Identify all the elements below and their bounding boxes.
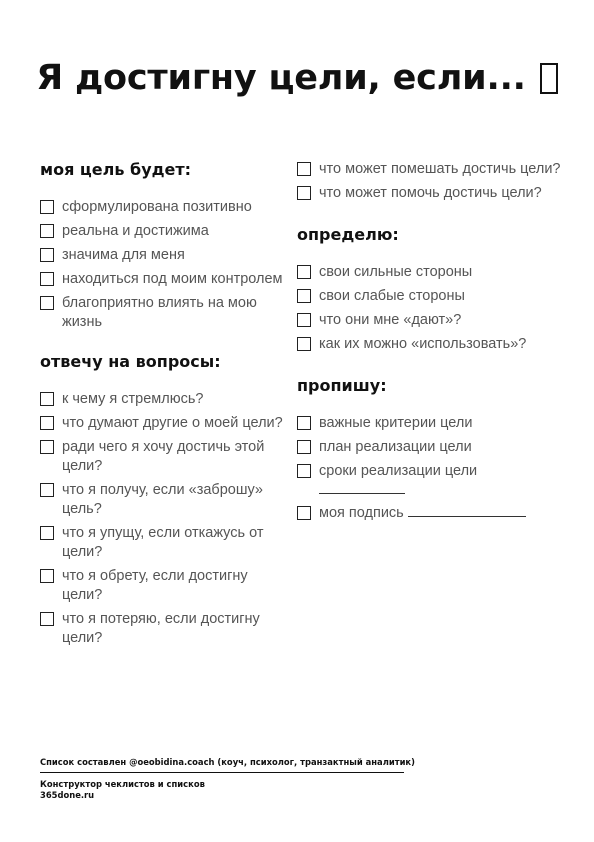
item-label: что я упущу, если откажусь от цели?: [62, 525, 264, 560]
list-item[interactable]: [40, 246, 290, 265]
footer: [40, 757, 415, 801]
left-column: [40, 160, 290, 653]
list-item[interactable]: [297, 414, 567, 433]
item-label: что я получу, если «заброшу» цель?: [62, 482, 263, 517]
checkbox[interactable]: [40, 526, 54, 540]
item-label: находиться под моим контролем: [62, 271, 283, 287]
item-label: благоприятно влиять на мою жизнь: [62, 295, 257, 330]
checkbox[interactable]: [297, 416, 311, 430]
item-label: сформулирована позитивно: [62, 199, 252, 215]
item-label: план реализации цели: [319, 439, 472, 455]
item-label: свои слабые стороны: [319, 288, 465, 304]
obstacles-checklist: [297, 160, 567, 203]
list-item[interactable]: [297, 311, 567, 330]
list-item[interactable]: [40, 222, 290, 241]
list-item[interactable]: [40, 481, 290, 519]
checkbox[interactable]: [40, 296, 54, 310]
item-label: что я обрету, если достигну цели?: [62, 568, 248, 603]
checkbox[interactable]: [297, 337, 311, 351]
goal-checklist: [40, 198, 290, 332]
section-heading-define: определю:: [297, 225, 399, 244]
checkbox[interactable]: [297, 162, 311, 176]
list-item[interactable]: [297, 335, 567, 354]
questions-checklist: [40, 390, 290, 648]
checkbox[interactable]: [297, 313, 311, 327]
list-item[interactable]: [40, 524, 290, 562]
list-item[interactable]: [40, 390, 290, 409]
section-heading-write: пропишу:: [297, 376, 387, 395]
title-text: Я достигну цели, если...: [36, 58, 526, 98]
checkbox[interactable]: [40, 200, 54, 214]
item-label: что думают другие о моей цели?: [62, 415, 283, 431]
section-heading-questions: отвечу на вопросы:: [40, 352, 221, 371]
item-label: что может помешать достичь цели?: [319, 161, 561, 177]
list-item[interactable]: [297, 263, 567, 282]
list-item[interactable]: [297, 438, 567, 457]
right-column: [297, 160, 567, 528]
list-item[interactable]: [40, 567, 290, 605]
write-checklist: [297, 414, 567, 481]
spacer: [297, 359, 567, 376]
list-item[interactable]: [40, 270, 290, 289]
section-heading-goal: моя цель будет:: [40, 160, 192, 179]
item-label: ради чего я хочу достичь этой цели?: [62, 439, 265, 474]
page-title: [0, 58, 594, 98]
spacer: [297, 208, 567, 225]
list-item[interactable]: [40, 438, 290, 476]
signature-line[interactable]: [408, 504, 526, 517]
list-item[interactable]: [40, 294, 290, 332]
checkbox[interactable]: [40, 416, 54, 430]
item-label: важные критерии цели: [319, 415, 473, 431]
signature-label: моя подпись: [319, 505, 404, 521]
footer-divider: [40, 772, 404, 773]
checkbox[interactable]: [40, 612, 54, 626]
checkbox[interactable]: [297, 289, 311, 303]
item-label: свои сильные стороны: [319, 264, 473, 280]
deadline-blank-line[interactable]: [319, 481, 405, 494]
define-checklist: [297, 263, 567, 354]
checkbox[interactable]: [297, 265, 311, 279]
item-label: что я потеряю, если достигну цели?: [62, 611, 260, 646]
item-label: что они мне «дают»?: [319, 312, 462, 328]
checkbox[interactable]: [297, 464, 311, 478]
checkbox[interactable]: [40, 569, 54, 583]
list-item[interactable]: [297, 184, 567, 203]
footer-site-link[interactable]: 365done.ru: [40, 790, 95, 800]
list-item[interactable]: [40, 610, 290, 648]
title-box-icon: [540, 63, 558, 94]
deadline-blank-wrap: [297, 481, 567, 494]
checkbox[interactable]: [40, 224, 54, 238]
item-label: значима для меня: [62, 247, 185, 263]
footer-constructor: Конструктор чеклистов и списков: [40, 779, 205, 789]
list-item[interactable]: [297, 287, 567, 306]
list-item[interactable]: [297, 160, 567, 179]
checkbox[interactable]: [40, 272, 54, 286]
checkbox[interactable]: [40, 248, 54, 262]
spacer: [40, 337, 290, 352]
item-label: реальна и достижима: [62, 223, 209, 239]
list-item[interactable]: [297, 462, 567, 481]
checkbox[interactable]: [40, 483, 54, 497]
checkbox[interactable]: [297, 186, 311, 200]
list-item[interactable]: [40, 198, 290, 217]
checkbox[interactable]: [40, 392, 54, 406]
item-label: к чему я стремлюсь?: [62, 391, 204, 407]
list-item[interactable]: [40, 414, 290, 433]
signature-row[interactable]: [297, 504, 567, 523]
item-label: как их можно «использовать»?: [319, 336, 527, 352]
footer-credit: Список составлен @oeobidina.coach (коуч, психолог, транзактный аналитик): [40, 757, 415, 767]
checkbox[interactable]: [297, 506, 311, 520]
checkbox[interactable]: [40, 440, 54, 454]
item-label: сроки реализации цели: [319, 463, 478, 479]
item-label: что может помочь достичь цели?: [319, 185, 542, 201]
checkbox[interactable]: [297, 440, 311, 454]
